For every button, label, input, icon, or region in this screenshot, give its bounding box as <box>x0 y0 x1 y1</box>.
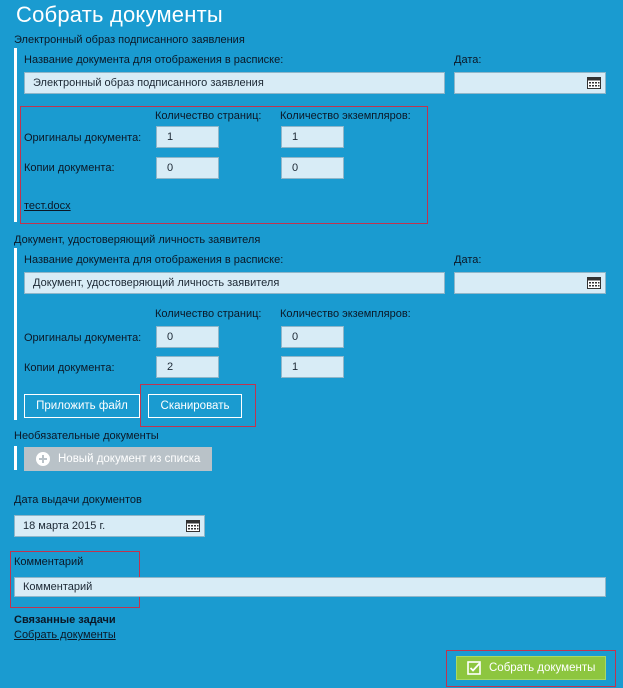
doc2-originals-copies-input[interactable] <box>281 326 344 348</box>
issue-date-input[interactable] <box>14 515 205 537</box>
doc1-originals-label: Оригиналы документа: <box>24 132 142 144</box>
doc2-originals-label: Оригиналы документа: <box>24 332 142 344</box>
doc2-copies-pages-input[interactable] <box>156 356 219 378</box>
related-tasks-label: Связанные задачи <box>14 614 116 626</box>
new-document-from-list-button[interactable] <box>24 447 212 471</box>
doc2-section-label: Документ, удостоверяющий личность заявителя <box>14 234 261 246</box>
doc2-copies-pages-value: 2 <box>167 361 174 373</box>
doc1-copies-label: Копии документа: <box>24 162 115 174</box>
calendar-icon[interactable] <box>587 77 601 89</box>
doc1-copies-copies-value: 0 <box>292 162 299 174</box>
doc2-date-input[interactable] <box>454 272 606 294</box>
calendar-icon[interactable] <box>186 520 200 532</box>
doc2-name-input[interactable] <box>24 272 445 294</box>
doc1-pages-header: Количество страниц: <box>155 110 262 122</box>
doc1-originals-copies-value: 1 <box>292 131 299 143</box>
doc1-date-label: Дата: <box>454 54 482 66</box>
doc1-date-input[interactable] <box>454 72 606 94</box>
optional-section-label: Необязательные документы <box>14 430 159 442</box>
plus-circle-icon <box>36 452 50 466</box>
doc2-name-label: Название документа для отображения в расписке: <box>24 254 284 266</box>
new-document-button-label: Новый документ из списка <box>58 453 201 465</box>
doc2-date-label: Дата: <box>454 254 482 266</box>
doc2-name-value: Документ, удостоверяющий личность заявителя <box>33 277 280 289</box>
doc2-left-bar <box>14 248 17 420</box>
doc1-originals-pages-input[interactable] <box>156 126 219 148</box>
doc1-name-input[interactable] <box>24 72 445 94</box>
doc2-copies-header: Количество экземпляров: <box>280 308 411 320</box>
comment-value: Комментарий <box>23 581 93 593</box>
doc2-copies-copies-input[interactable] <box>281 356 344 378</box>
doc1-originals-copies-input[interactable] <box>281 126 344 148</box>
doc1-copies-header: Количество экземпляров: <box>280 110 411 122</box>
doc2-copies-copies-value: 1 <box>292 361 299 373</box>
attach-file-button[interactable]: Приложить файл <box>24 394 140 418</box>
doc1-section-label: Электронный образ подписанного заявления <box>14 34 245 46</box>
doc1-file-link[interactable]: тест.docx <box>24 200 71 212</box>
doc1-copies-pages-value: 0 <box>167 162 174 174</box>
issue-date-value: 18 марта 2015 г. <box>23 520 106 532</box>
calendar-icon[interactable] <box>587 277 601 289</box>
collect-documents-button[interactable] <box>456 656 606 680</box>
page-title: Собрать документы <box>16 2 223 27</box>
related-task-link[interactable]: Собрать документы <box>14 629 116 641</box>
collect-documents-label: Собрать документы <box>489 662 596 674</box>
doc1-originals-pages-value: 1 <box>167 131 174 143</box>
doc2-copies-label: Копии документа: <box>24 362 115 374</box>
doc1-left-bar <box>14 48 17 222</box>
doc1-name-value: Электронный образ подписанного заявления <box>33 77 264 89</box>
comment-label: Комментарий <box>14 556 84 568</box>
doc2-originals-pages-input[interactable] <box>156 326 219 348</box>
optional-left-bar <box>14 446 17 470</box>
check-icon <box>467 661 481 675</box>
issue-date-label: Дата выдачи документов <box>14 494 142 506</box>
scan-button[interactable]: Сканировать <box>148 394 242 418</box>
doc1-copies-pages-input[interactable] <box>156 157 219 179</box>
comment-input[interactable] <box>14 577 606 597</box>
doc1-copies-copies-input[interactable] <box>281 157 344 179</box>
doc2-originals-pages-value: 0 <box>167 331 174 343</box>
doc1-name-label: Название документа для отображения в расписке: <box>24 54 284 66</box>
doc2-pages-header: Количество страниц: <box>155 308 262 320</box>
doc2-originals-copies-value: 0 <box>292 331 299 343</box>
